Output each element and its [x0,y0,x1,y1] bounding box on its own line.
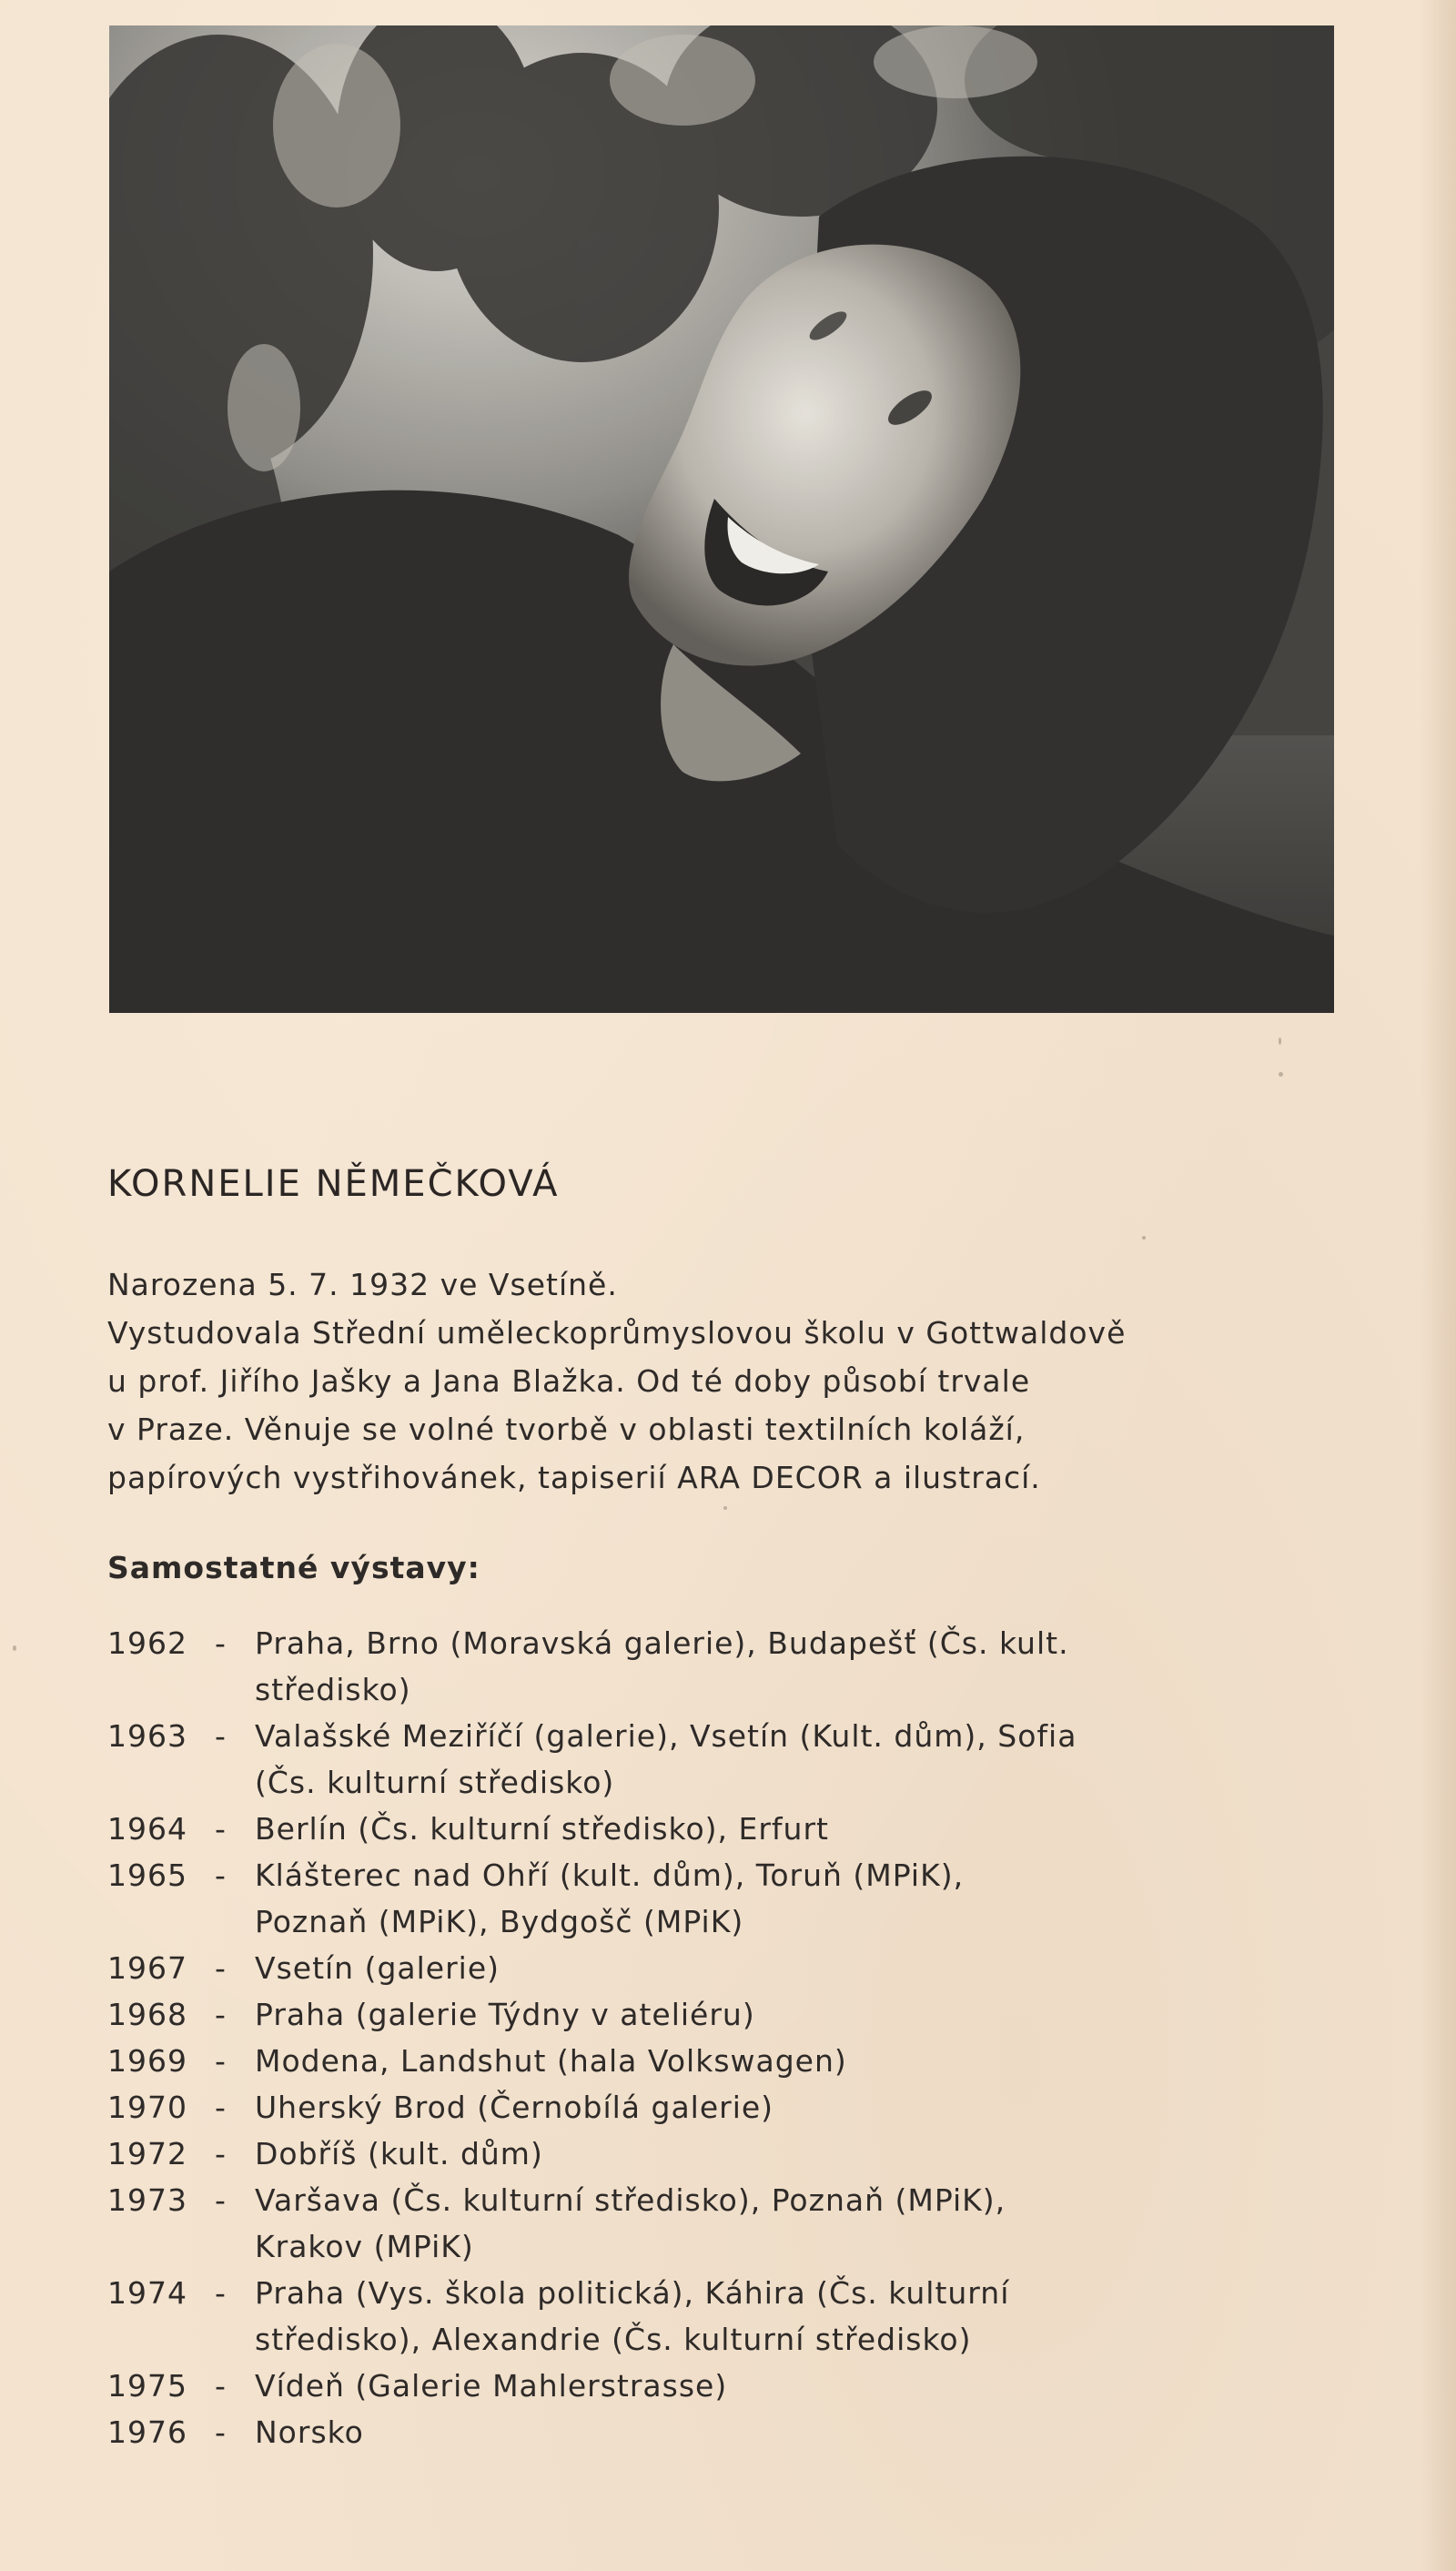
exhibition-dash: - [215,2275,227,2311]
exhibition-dash: - [215,2090,227,2125]
paper-speck [13,1645,16,1651]
paper-speck [1279,1038,1281,1045]
exhibition-row [107,2131,1290,2177]
exhibition-row [107,2177,1290,2270]
paper-speck [1142,1236,1146,1240]
exhibition-venue-line: Dobříš (kult. dům) [255,2136,543,2171]
exhibition-venues [255,2270,1290,2363]
exhibition-venue-line: Modena, Landshut (hala Volkswagen) [255,2043,847,2079]
exhibition-row [107,1852,1290,1945]
exhibition-row [107,2270,1290,2363]
exhibition-venues [255,1945,1290,1991]
exhibition-row [107,2409,1290,2455]
exhibition-venue-line: Klášterec nad Ohří (kult. dům), Toruň (MPiK), [255,1857,965,1893]
exhibition-venue-line: Poznaň (MPiK), Bydgošč (MPiK) [255,1904,744,1939]
exhibition-venue-line: Praha, Brno (Moravská galerie), Budapešť (Čs. kult. [255,1625,1069,1661]
exhibition-row [107,1945,1290,1991]
exhibition-dash: - [215,1857,227,1893]
exhibition-year: 1973 [107,2182,187,2218]
exhibition-row [107,2038,1290,2084]
exhibition-row [107,2363,1290,2409]
paper-edge-shadow [1420,0,1456,2571]
bio-line: v Praze. Věnuje se volné tvorbě v oblasti textilních koláží, [107,1412,1026,1447]
exhibition-venue-line: Uherský Brod (Černobílá galerie) [255,2090,774,2125]
exhibition-venues [255,1713,1290,1806]
exhibition-year: 1967 [107,1950,187,1986]
exhibition-row [107,1620,1290,1713]
exhibition-venues [255,1620,1290,1713]
exhibition-dash: - [215,1997,227,2032]
exhibition-dash: - [215,1950,227,1986]
exhibition-dash: - [215,2043,227,2079]
exhibition-venues [255,2131,1290,2177]
exhibition-venues [255,2038,1290,2084]
paper-speck [1279,1072,1283,1077]
exhibition-year: 1965 [107,1857,187,1893]
exhibition-dash: - [215,2136,227,2171]
exhibition-dash: - [215,1625,227,1661]
exhibition-row [107,1991,1290,2038]
exhibition-dash: - [215,1718,227,1754]
exhibition-year: 1968 [107,1997,187,2032]
exhibition-row [107,1806,1290,1852]
bio-line: Vystudovala Střední uměleckoprůmyslovou školu v Gottwaldově [107,1315,1127,1351]
exhibition-year: 1972 [107,2136,187,2171]
exhibition-year: 1969 [107,2043,187,2079]
bio-line: Narozena 5. 7. 1932 ve Vsetíně. [107,1267,618,1302]
bio-line: u prof. Jiřího Jašky a Jana Blažka. Od té doby působí trvale [107,1363,1031,1399]
exhibitions-heading: Samostatné výstavy: [107,1550,480,1585]
exhibition-venue-line: Krakov (MPiK) [255,2229,474,2264]
exhibition-venue-line: Berlín (Čs. kulturní středisko), Erfurt [255,1811,829,1847]
exhibitions-list [107,1620,1290,2455]
exhibition-row [107,1713,1290,1806]
exhibition-venue-line: středisko), Alexandrie (Čs. kulturní středisko) [255,2322,972,2357]
exhibition-venues [255,1806,1290,1852]
exhibition-venues [255,2084,1290,2131]
paper-speck [723,1506,727,1510]
portrait-photo [109,25,1334,1013]
exhibition-venue-line: Valašské Meziříčí (galerie), Vsetín (Kult. dům), Sofia [255,1718,1077,1754]
exhibition-venue-line: (Čs. kulturní středisko) [255,1765,615,1800]
exhibition-year: 1963 [107,1718,187,1754]
exhibition-venues [255,2409,1290,2455]
exhibition-year: 1964 [107,1811,187,1847]
exhibition-venues [255,1991,1290,2038]
exhibition-venue-line: Varšava (Čs. kulturní středisko), Poznaň (MPiK), [255,2182,1006,2218]
exhibition-venue-line: Praha (Vys. škola politická), Káhira (Čs. kulturní [255,2275,1010,2311]
exhibition-venue-line: Norsko [255,2414,364,2450]
exhibition-venues [255,2363,1290,2409]
film-grain [109,25,1334,1013]
exhibition-year: 1975 [107,2368,187,2404]
exhibition-venue-line: Vsetín (galerie) [255,1950,500,1986]
exhibition-year: 1962 [107,1625,187,1661]
exhibition-venues [255,1852,1290,1945]
exhibition-venue-line: Vídeň (Galerie Mahlerstrasse) [255,2368,728,2404]
bio-line: papírových vystřihovánek, tapiserií ARA DECOR a ilustrací. [107,1460,1041,1495]
exhibition-dash: - [215,1811,227,1847]
exhibition-venue-line: středisko) [255,1672,411,1707]
artist-name-title: KORNELIE NĚMEČKOVÁ [107,1163,560,1205]
biography [107,1260,1290,1502]
exhibition-venue-line: Praha (galerie Týdny v ateliéru) [255,1997,755,2032]
exhibition-dash: - [215,2414,227,2450]
exhibition-year: 1970 [107,2090,187,2125]
exhibition-year: 1976 [107,2414,187,2450]
exhibition-venues [255,2177,1290,2270]
exhibition-year: 1974 [107,2275,187,2311]
exhibition-row [107,2084,1290,2131]
exhibition-dash: - [215,2182,227,2218]
exhibition-dash: - [215,2368,227,2404]
